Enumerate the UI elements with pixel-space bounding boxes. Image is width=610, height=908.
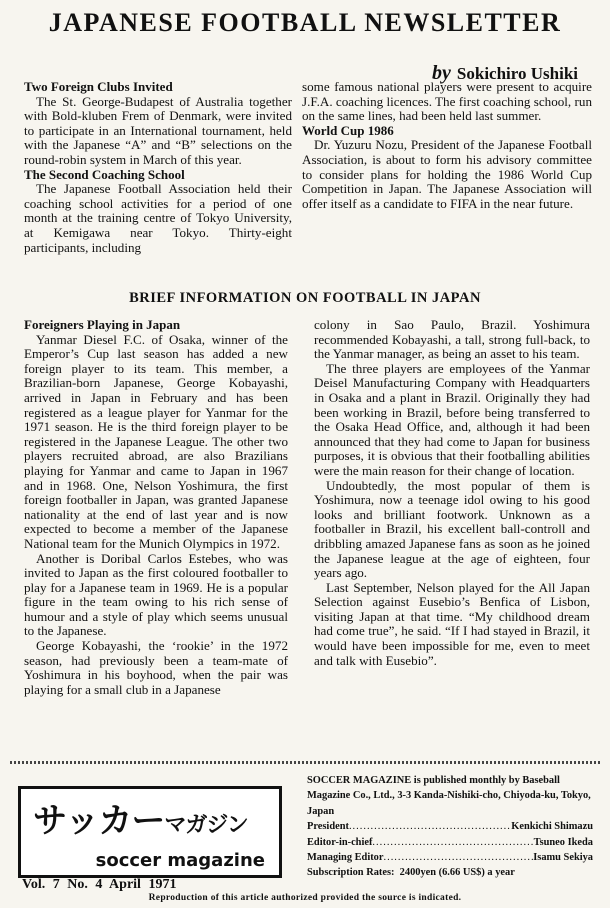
brief-information-title: BRIEF INFORMATION ON FOOTBALL IN JAPAN [129, 290, 481, 306]
reproduction-notice: Reproduction of this article authorized provided the source is indicated. [148, 893, 462, 903]
section-heading: Two Foreign Clubs Invited [24, 79, 173, 94]
section-body: The St. George-Budapest of Australia together with Bold-kluben Frem of Denmark, were invited to participate in an International tournament, held with the Japanese “A” and “B” selections on the round-robin system in March of this year. [24, 93, 292, 167]
publisher-line: SOCCER MAGAZINE is published monthly by Baseball Magazine Co., Ltd., 3-3 Kanda-Nishiki-cho, Chiyoda-ku, Tokyo, Japan [307, 775, 591, 817]
staff-row: Editor-in-chief ..... Tsuneo Ikeda [307, 835, 593, 850]
section-heading: The Second Coaching School [24, 166, 185, 182]
brief-column-right [314, 318, 590, 668]
logo-japanese-text: サッカーマガジン [33, 801, 248, 841]
subscription-row: Subscription Rates: 2400yen (6.66 US$) a year [307, 867, 515, 879]
publication-info [307, 773, 593, 881]
soccer-magazine-logo [18, 786, 282, 878]
volume-issue: Vol. 7 No. 4 April 1971 [22, 877, 177, 892]
newsletter-title: JAPANESE FOOTBALL NEWSLETTER [48, 8, 562, 37]
byline-by: by [432, 62, 451, 84]
paragraph: Last September, Nelson played for the All Japan Selection against Eusebio’s Benfica of Lisbon, visiting Japan at that time. “My childhood dream had come true”, he said. “If I had stayed in Brazil, it would have been impossible for me, even to meet and talk with Eusebio”. [314, 579, 590, 668]
dotted-divider [10, 761, 600, 764]
paragraph: Another is Doribal Carlos Estebes, who was invited to Japan as the first coloured footballer to play for a Japanese team in 1969. He is a popular figure in the team owing to his rich sense of humour and a style of play which seems unusual to the Japanese. [24, 550, 288, 639]
staff-row: President ..... Kenkichi Shimazu [307, 819, 593, 834]
article-heading: Foreigners Playing in Japan [24, 317, 181, 332]
paragraph-continued: colony in Sao Paulo, Brazil. Yoshimura recommended Kobayashi, a tall, strong full-back, to the Yanmar manager, as being an asset to his team. [314, 317, 590, 362]
author-name: Sokichiro Ushiki [456, 64, 578, 83]
section-heading: World Cup 1986 [302, 122, 394, 138]
section-body: The Japanese Football Association held their coaching school activities for a period of one month at the training centre of Tokyo University, at Kemigawa near Tokyo. Thirty-eight participants, including [24, 181, 292, 255]
brief-column-left [24, 318, 288, 697]
newsletter-column-left [24, 80, 292, 255]
paragraph: Yanmar Diesel F.C. of Osaka, winner of the Emperor’s Cup last season has added a new foreign player to its team. This member, a Brazilian-born Japanese, George Kobayashi, arrived in Japan in February and has been registered as a league player for Yanmar for the 1971 season. He is the third foreign player to be registered in the Japanese League. The other two players recruited abroad, are also Brazilians playing for Yanmar and came to Japan in 1967 and in 1968. One, Nelson Yoshimura, the first foreign footballer in Japan, was granted Japanese nationality at the end of last year and is now expected to become a member of the Japanese National team for the Munich Olympics in 1972. [24, 331, 288, 551]
section-body: Dr. Yuzuru Nozu, President of the Japanese Football Association, is about to form his advisory committee to consider plans for holding the 1986 World Cup Competition in Japan. The Japanese Association will offer itself as a candidate to FIFA in the near future. [302, 137, 592, 211]
newsletter-column-right [302, 80, 592, 211]
logo-english-text: soccer magazine [95, 850, 265, 871]
paragraph: George Kobayashi, the ‘rookie’ in the 1972 season, had previously been a team-mate of Yoshimura in his boyhood, when the pair was playing for a small club in a Japanese [24, 638, 288, 697]
paragraph: The three players are employees of the Yanmar Deisel Manufacturing Company with Headquarters in Osaka and a plant in Brazil. Originally they had been working in Brazil, before being transferred to the Osaka Head Office, and, although it had been announced that they had come to Japan for business purposes, it is obvious that their footballing abilities were the main reason for their change of location. [314, 360, 590, 478]
paragraph: Undoubtedly, the most popular of them is Yoshimura, now a teenage idol owing to his good looks and brilliant footwork. Unknown as a footballer in Brazil, his excellent ball-controll and dribbling amazed Japanese fans as soon as he joined the Japanese league at the age of eighteen, four years ago. [314, 477, 590, 581]
section-body-continued: some famous national players were present to acquire J.F.A. coaching licences. The first coaching school, run on the same lines, had been held last summer. [302, 79, 592, 124]
staff-row: Managing Editor ..... Isamu Sekiya [307, 850, 593, 865]
